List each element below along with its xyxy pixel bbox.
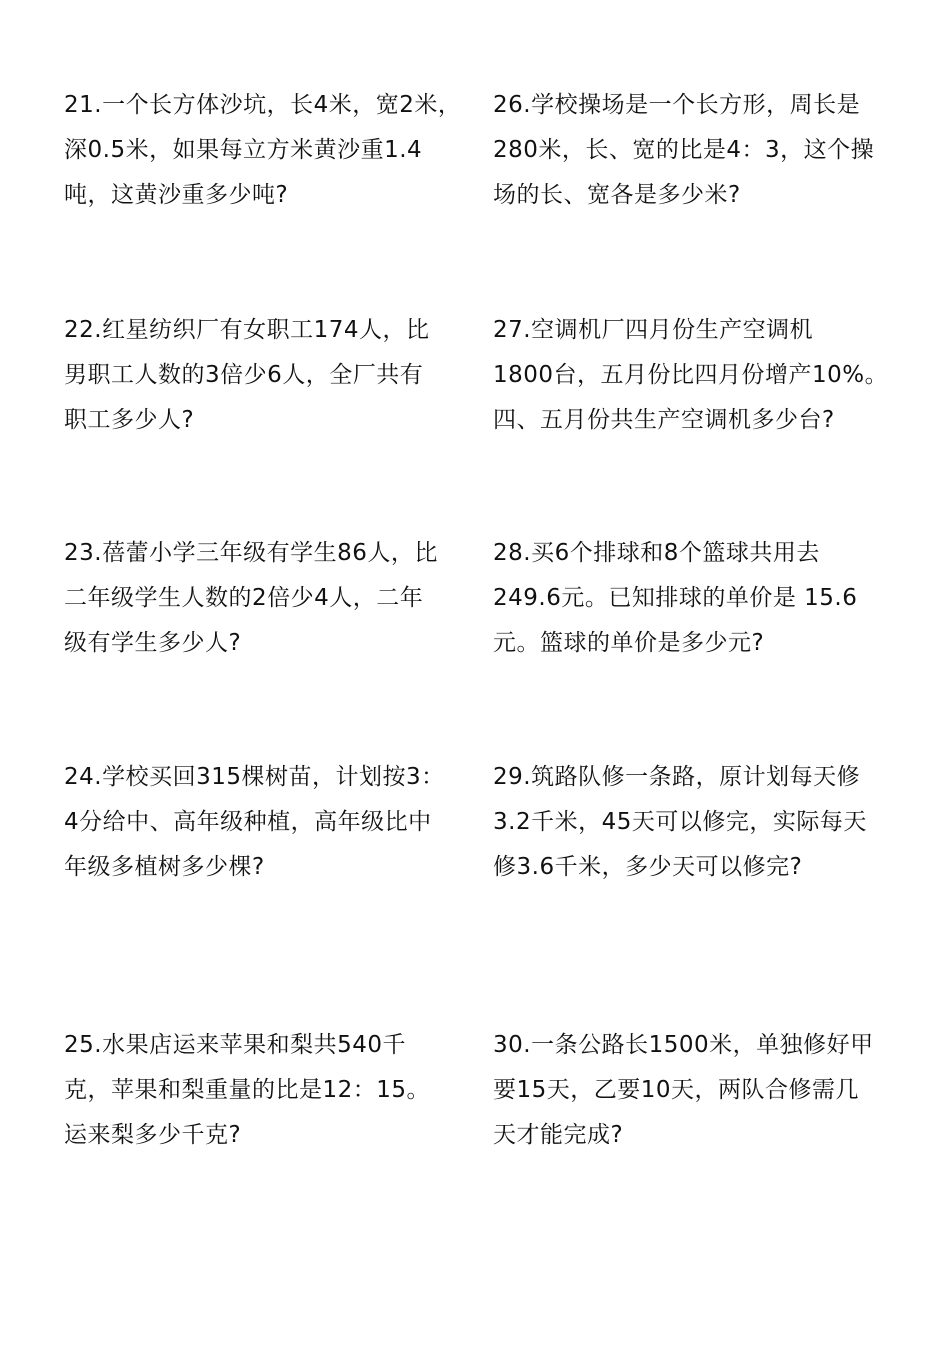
problem-line: 29.筑路队修一条路，原计划每天修 (493, 764, 861, 790)
problem-28 (493, 531, 893, 666)
problem-line: 四、五月份共生产空调机多少台? (493, 407, 835, 433)
problem-26 (493, 83, 893, 218)
problem-23 (64, 531, 464, 666)
problem-line: 22.红星纺织厂有女职工174人，比 (64, 317, 430, 343)
problem-line: 23.蓓蕾小学三年级有学生86人，比 (64, 540, 438, 566)
problem-line: 1800台，五月份比四月份增产10%。 (493, 362, 889, 388)
problem-line: 运来梨多少千克? (64, 1122, 242, 1148)
problem-line: 天才能完成? (493, 1122, 624, 1148)
problem-24 (64, 755, 464, 890)
problem-line: 24.学校买回315棵树苗，计划按3： (64, 764, 445, 790)
problem-line: 男职工人数的3倍少6人，全厂共有 (64, 362, 424, 388)
problem-line: 职工多少人? (64, 407, 195, 433)
problem-line: 要15天，乙要10天，两队合修需几 (493, 1077, 860, 1103)
problem-line: 280米，长、宽的比是4：3，这个操 (493, 137, 875, 163)
problem-line: 21.一个长方体沙坑，长4米，宽2米， (64, 92, 462, 118)
problem-30 (493, 1023, 893, 1158)
problem-line: 4分给中、高年级种植，高年级比中 (64, 809, 432, 835)
problem-29 (493, 755, 893, 890)
problem-27 (493, 308, 893, 443)
problem-line: 27.空调机厂四月份生产空调机 (493, 317, 814, 343)
problem-line: 年级多植树多少棵? (64, 854, 265, 880)
problem-line: 吨，这黄沙重多少吨? (64, 182, 289, 208)
problem-line: 二年级学生人数的2倍少4人，二年 (64, 585, 424, 611)
problem-line: 28.买6个排球和8个篮球共用去 (493, 540, 820, 566)
problem-line: 26.学校操场是一个长方形，周长是 (493, 92, 861, 118)
problem-line: 元。篮球的单价是多少元? (493, 630, 765, 656)
problem-line: 3.2千米，45天可以修完，实际每天 (493, 809, 867, 835)
problem-line: 克，苹果和梨重量的比是12：15。 (64, 1077, 431, 1103)
problem-21 (64, 83, 464, 218)
problem-line: 30.一条公路长1500米，单独修好甲 (493, 1032, 874, 1058)
problem-line: 级有学生多少人? (64, 630, 242, 656)
problem-line: 25.水果店运来苹果和梨共540千 (64, 1032, 406, 1058)
problem-line: 场的长、宽各是多少米? (493, 182, 741, 208)
problem-25 (64, 1023, 464, 1158)
problem-line: 249.6元。已知排球的单价是 15.6 (493, 585, 858, 611)
problem-22 (64, 308, 464, 443)
problem-line: 修3.6千米，多少天可以修完? (493, 854, 803, 880)
problem-line: 深0.5米，如果每立方米黄沙重1.4 (64, 137, 423, 163)
